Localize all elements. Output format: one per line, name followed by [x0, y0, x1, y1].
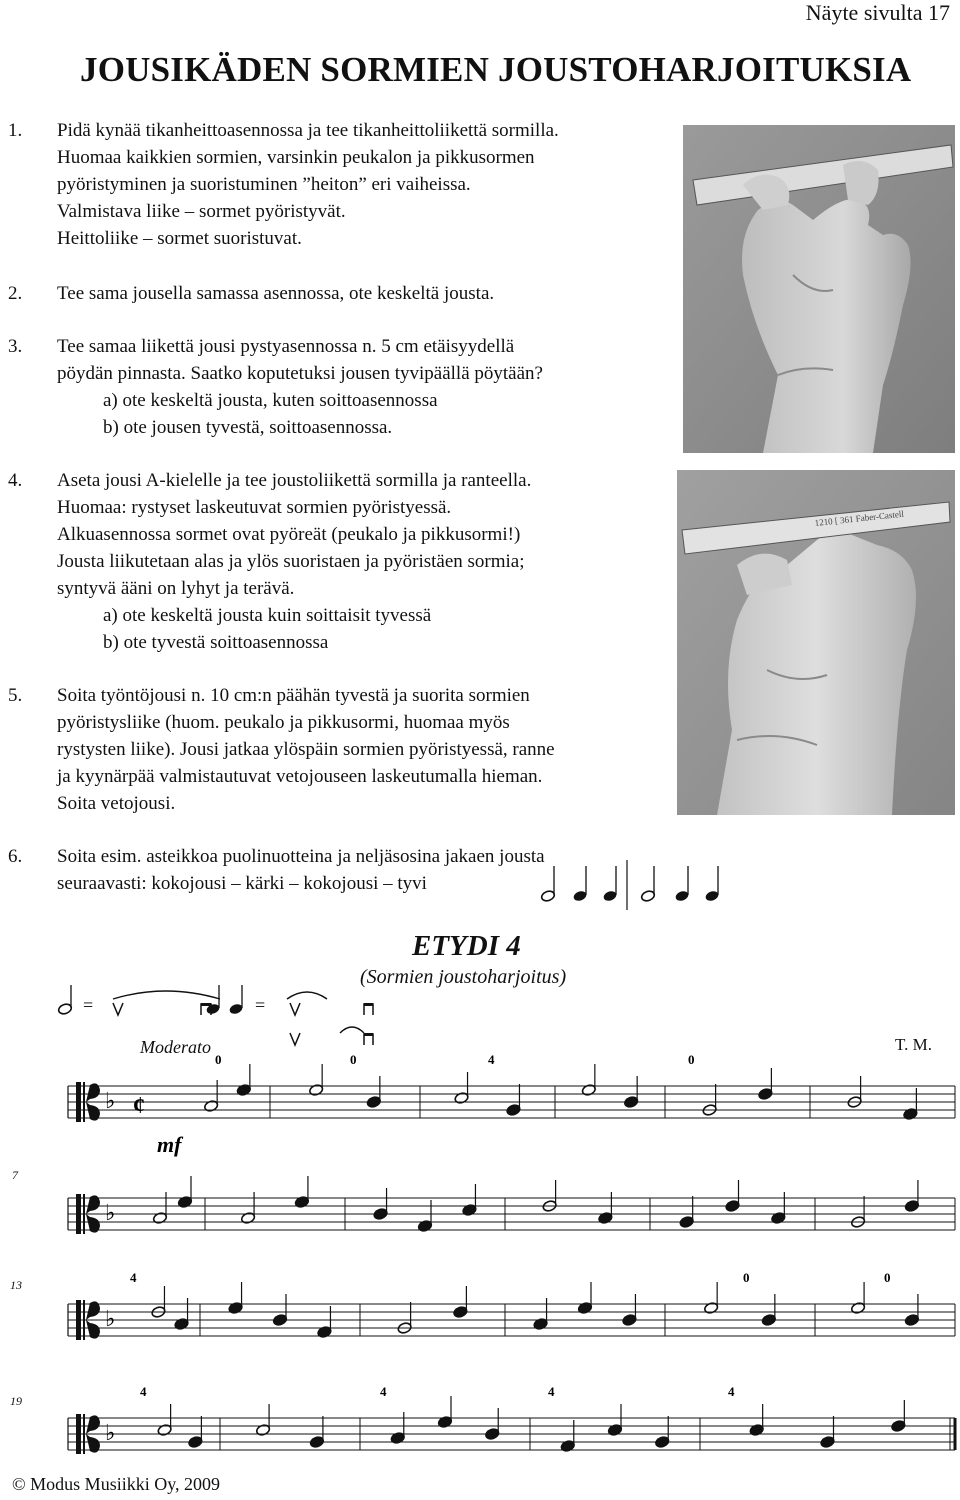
page-title: JOUSIKÄDEN SORMIEN JOUSTOHARJOITUKSIA [80, 50, 912, 89]
item-line: Tee sama jousella samassa asennossa, ote keskeltä jousta. [57, 283, 495, 304]
quarter-note-icon [758, 1088, 773, 1101]
etude-subtitle: (Sormien joustoharjoitus) [360, 966, 567, 988]
quarter-note-icon [904, 1314, 919, 1327]
quarter-note-icon [891, 1420, 906, 1433]
quarter-note-icon [598, 1212, 613, 1225]
dynamic-marking: mf [157, 1132, 182, 1157]
quarter-note-icon [761, 1314, 776, 1327]
item-number: 3. [8, 336, 23, 357]
quarter-note-icon [417, 1220, 432, 1233]
quarter-note-icon [462, 1204, 477, 1217]
quarter-note-icon [533, 1318, 548, 1331]
half-note-icon [850, 1302, 865, 1315]
up-bow-icon [290, 1033, 300, 1045]
etude-title: ETYDI 4 [412, 930, 521, 962]
item-line: a) ote keskeltä jousta, kuten soittoasennossa [103, 390, 438, 411]
quarter-note-icon [366, 1096, 381, 1109]
item-line: Huomaa kaikkien sormien, varsinkin peukalon ja pikkusormen [57, 147, 535, 168]
flat-icon: ♭ [105, 1088, 116, 1113]
slur-icon [340, 1027, 364, 1033]
quarter-note-icon [577, 1302, 592, 1315]
quarter-note-icon [560, 1440, 575, 1453]
half-note-icon [581, 1084, 596, 1097]
quarter-note-icon [904, 1200, 919, 1213]
item-line: rystysten liike). Jousi jatkaa ylöspäin sormien pyöristyessä, ranne [57, 739, 555, 760]
quarter-note-icon [607, 1424, 622, 1437]
item-line: Tee samaa liikettä jousi pystyasennossa n. 5 cm etäisyydellä [57, 336, 515, 357]
half-note-icon [240, 1212, 255, 1225]
quarter-note-icon [572, 866, 587, 902]
equals-sign: = [83, 995, 94, 1015]
quarter-note-icon [205, 985, 220, 1015]
bowing-legend [55, 985, 385, 1055]
bow-division-rhythm [530, 858, 730, 916]
half-note-icon [540, 866, 555, 902]
quarter-note-icon [679, 1216, 694, 1229]
item-number: 5. [8, 685, 23, 706]
quarter-note-icon [485, 1428, 500, 1441]
quarter-note-icon [749, 1424, 764, 1437]
quarter-note-icon [725, 1200, 740, 1213]
item-line: Alkuasennossa sormet ovat pyöreät (peukalo ja pikkusormi!) [57, 524, 521, 545]
item-line: pöydän pinnasta. Saatko koputetuksi jousen tyvipäällä pöytään? [57, 363, 543, 384]
quarter-note-icon [771, 1212, 786, 1225]
item-line: Jousta liikutetaan alas ja ylös suoristaen ja pyöristäen sormia; [57, 551, 525, 572]
flat-icon: ♭ [105, 1200, 116, 1225]
quarter-note-icon [174, 1318, 189, 1331]
up-bow-icon [113, 1003, 123, 1015]
music-score [0, 1050, 960, 1470]
item-line: syntyvä ääni on lyhyt ja terävä. [57, 578, 295, 599]
fingering-number: 0 [215, 1052, 222, 1067]
item-line: Valmistava liike – sormet pyöristyvät. [57, 201, 346, 222]
half-note-icon [152, 1212, 167, 1225]
down-bow-icon [364, 1033, 373, 1045]
quarter-note-icon [236, 1084, 251, 1097]
quarter-note-icon [309, 1436, 324, 1449]
quarter-note-icon [390, 1432, 405, 1445]
quarter-note-icon [228, 1302, 243, 1315]
half-note-icon [204, 1100, 219, 1113]
composer-initials: T. M. [895, 1035, 932, 1054]
flat-icon: ♭ [105, 1306, 116, 1331]
pencil-brand-label: 1210 [ 361 Faber-Castell [814, 508, 905, 528]
half-note-icon [640, 866, 655, 902]
half-note-icon [704, 1302, 719, 1315]
quarter-note-icon [655, 1436, 670, 1449]
item-line: Pidä kynää tikanheittoasennossa ja tee tikanheittoliikettä sormilla. [57, 120, 559, 141]
copyright: © Modus Musiikki Oy, 2009 [12, 1474, 221, 1494]
item-line: b) ote jousen tyvestä, soittoasennossa. [103, 417, 393, 438]
hand-pencil-photo-2 [677, 470, 955, 815]
quarter-note-icon [704, 866, 719, 902]
item-line: Heittoliike – sormet suoristuvat. [57, 228, 302, 249]
measure-number: 13 [10, 1278, 22, 1292]
quarter-note-icon [820, 1436, 835, 1449]
fingering-number: 4 [548, 1384, 555, 1399]
fingering-number: 4 [380, 1384, 387, 1399]
item-line: pyöristyminen ja suoristuminen ”heiton” eri vaiheissa. [57, 174, 471, 195]
item-line: a) ote keskeltä jousta kuin soittaisit tyvessä [103, 605, 432, 626]
fingering-number: 4 [488, 1052, 495, 1067]
quarter-note-icon [622, 1314, 637, 1327]
item-line: Aseta jousi A-kielelle ja tee joustoliikettä sormilla ja ranteella. [57, 470, 532, 491]
item-line: Huomaa: rystyset laskeutuvat sormien pyöristyessä. [57, 497, 452, 518]
quarter-note-icon [453, 1306, 468, 1319]
quarter-note-icon [272, 1314, 287, 1327]
fingering-number: 0 [350, 1052, 357, 1067]
half-note-icon [454, 1092, 469, 1105]
item-number: 6. [8, 846, 23, 867]
fingering-number: 0 [884, 1270, 891, 1285]
quarter-note-icon [437, 1416, 452, 1429]
fingering-number: 0 [743, 1270, 750, 1285]
tempo-marking: Moderato [140, 1037, 211, 1057]
item-line: seuraavasti: kokojousi – kärki – kokojousi – tyvi [57, 873, 427, 894]
fingering-number: 4 [140, 1384, 147, 1399]
slur-icon [113, 991, 220, 999]
quarter-note-icon [903, 1108, 918, 1121]
down-bow-icon [364, 1003, 373, 1015]
quarter-note-icon [674, 866, 689, 902]
fingering-number: 4 [130, 1270, 137, 1285]
half-note-icon [255, 1424, 270, 1437]
half-note-icon [309, 1084, 324, 1097]
half-note-icon [157, 1424, 172, 1437]
measure-number: 7 [12, 1168, 18, 1182]
slur-icon [287, 992, 327, 999]
item-number: 2. [8, 283, 23, 304]
quarter-note-icon [188, 1436, 203, 1449]
measure-number: 19 [10, 1394, 22, 1408]
quarter-note-icon [317, 1326, 332, 1339]
item-line: Soita työntöjousi n. 10 cm:n päähän tyvestä ja suorita sormien [57, 685, 530, 706]
fingering-number: 0 [688, 1052, 695, 1067]
quarter-note-icon [373, 1208, 388, 1221]
quarter-note-icon [624, 1096, 639, 1109]
quarter-note-icon [506, 1104, 521, 1117]
quarter-note-icon [294, 1196, 309, 1209]
item-line: Soita esim. asteikkoa puolinuotteina ja neljäsosina jakaen jousta [57, 846, 545, 867]
half-note-icon [57, 985, 72, 1015]
quarter-note-icon [228, 985, 243, 1015]
page-label: Näyte sivulta 17 [805, 0, 950, 25]
quarter-note-icon [602, 866, 617, 902]
item-number: 1. [8, 120, 23, 141]
equals-sign: = [255, 995, 266, 1015]
item-line: Soita vetojousi. [57, 793, 176, 814]
cut-time-icon: ¢ [133, 1093, 145, 1119]
item-line: pyöristysliike (huom. peukalo ja pikkusormi, huomaa myös [57, 712, 510, 733]
hand-pencil-photo-1 [683, 125, 955, 453]
item-number: 4. [8, 470, 23, 491]
flat-icon: ♭ [105, 1420, 116, 1445]
item-line: ja kyynärpää valmistautuvat vetojouseen laskeutumalla hieman. [57, 766, 543, 787]
fingering-number: 4 [728, 1384, 735, 1399]
item-line: b) ote tyvestä soittoasennossa [103, 632, 329, 653]
up-bow-icon [290, 1003, 300, 1015]
quarter-note-icon [177, 1196, 192, 1209]
